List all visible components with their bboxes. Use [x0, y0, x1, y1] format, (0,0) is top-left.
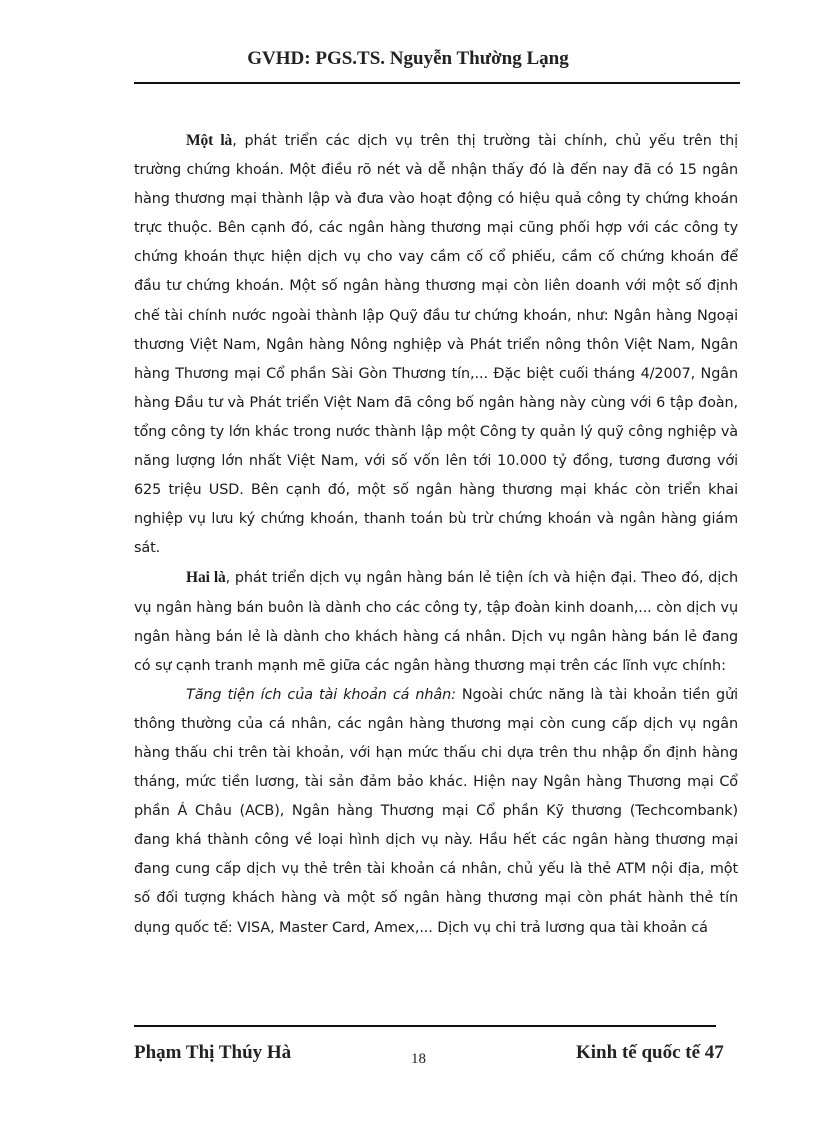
paragraph-text: , phát triển các dịch vụ trên thị trường tài chính, chủ yếu trên thị trường chứng khoán. Một điều rõ nét và dễ nhận thấy đó là đến nay đã có 15 ngân hàng thương mại thành lập và đưa vào hoạt động có hiệu quả công ty chứng khoán trực thuộc. Bên cạnh đó, các ngân hàng thương mại cũng phối hợp với các công ty chứng khoán thực hiện dịch vụ cho vay cầm cố cổ phiếu, cầm cố chứng khoán để đầu tư chứng khoán. Một số ngân hàng thương mại còn liên doanh với một số định chế tài chính nước ngoài thành lập Quỹ đầu tư chứng khoán, như: Ngân hàng Ngoại thương Việt Nam, Ngân hàng Nông nghiệp và Phát triển nông thôn Việt Nam, Ngân hàng Thương mại Cổ phần Sài Gòn Thương tín,... Đặc biệt cuối tháng 4/2007, Ngân hàng Đầu tư và Phát triển Việt Nam đã công bố ngân hàng này cùng với 6 tập đoàn, tổng công ty lớn khác trong nước thành lập một Công ty quản lý quỹ công nghiệp và năng lượng lớn nhất Việt Nam, với số vốn lên tới 10.000 tỷ đồng, tương đương với 625 triệu USD. Bên cạnh đó, một số ngân hàng thương mại khác còn triển khai nghiệp vụ lưu ký chứng khoán, thanh toán bù trừ chứng khoán và ngân hàng giám sát.: [134, 133, 739, 557]
paragraph-text: Ngoài chức năng là tài khoản tiền gửi thông thường của cá nhân, các ngân hàng thương mại còn cung cấp dịch vụ ngân hàng thấu chi trên tài khoản, với hạn mức thấu chi dựa trên thu nhập ổn định hàng tháng, mức tiền lương, tài sản đảm bảo khác. Hiện nay Ngân hàng Thương mại Cổ phần Á Châu (ACB), Ngân hàng Thương mại Cổ phần Kỹ thương (Techcombank) đang khá thành công về loại hình dịch vụ này. Hầu hết các ngân hàng thương mại đang cung cấp dịch vụ thẻ trên tài khoản cá nhân, chủ yếu là thẻ ATM nội địa, một số đối tượng khách hàng và một số ngân hàng thương mại còn phát hành thẻ tín dụng quốc tế: VISA, Master Card, Amex,... Dịch vụ chi trả lương qua tài khoản cá: [134, 686, 738, 936]
footer-divider: [134, 1025, 716, 1027]
document-body: [134, 126, 738, 943]
header-divider: [134, 82, 740, 84]
footer-author: Phạm Thị Thúy Hà: [134, 1042, 292, 1063]
page-number: 18: [411, 1051, 426, 1067]
paragraph-3: [134, 681, 738, 943]
footer-class-name: Kinh tế quốc tế 47: [576, 1042, 724, 1063]
page-header-title: GVHD: PGS.TS. Nguyễn Thường Lạng: [247, 48, 569, 69]
paragraph-text: , phát triển dịch vụ ngân hàng bán lẻ tiện ích và hiện đại. Theo đó, dịch vụ ngân hàng bán buôn là dành cho các công ty, tập đoàn kinh doanh,... còn dịch vụ ngân hàng bán lẻ là dành cho khách hàng cá nhân. Dịch vụ ngân hàng bán lẻ đang có sự cạnh tranh mạnh mẽ giữa các ngân hàng thương mại trên các lĩnh vực chính:: [134, 570, 738, 674]
paragraph-lead: Một là: [186, 132, 233, 149]
paragraph-lead: Hai là: [186, 569, 226, 587]
paragraph-1: [134, 126, 738, 563]
paragraph-2: [134, 563, 738, 680]
paragraph-lead: Tăng tiện ích của tài khoản cá nhân:: [186, 686, 456, 703]
